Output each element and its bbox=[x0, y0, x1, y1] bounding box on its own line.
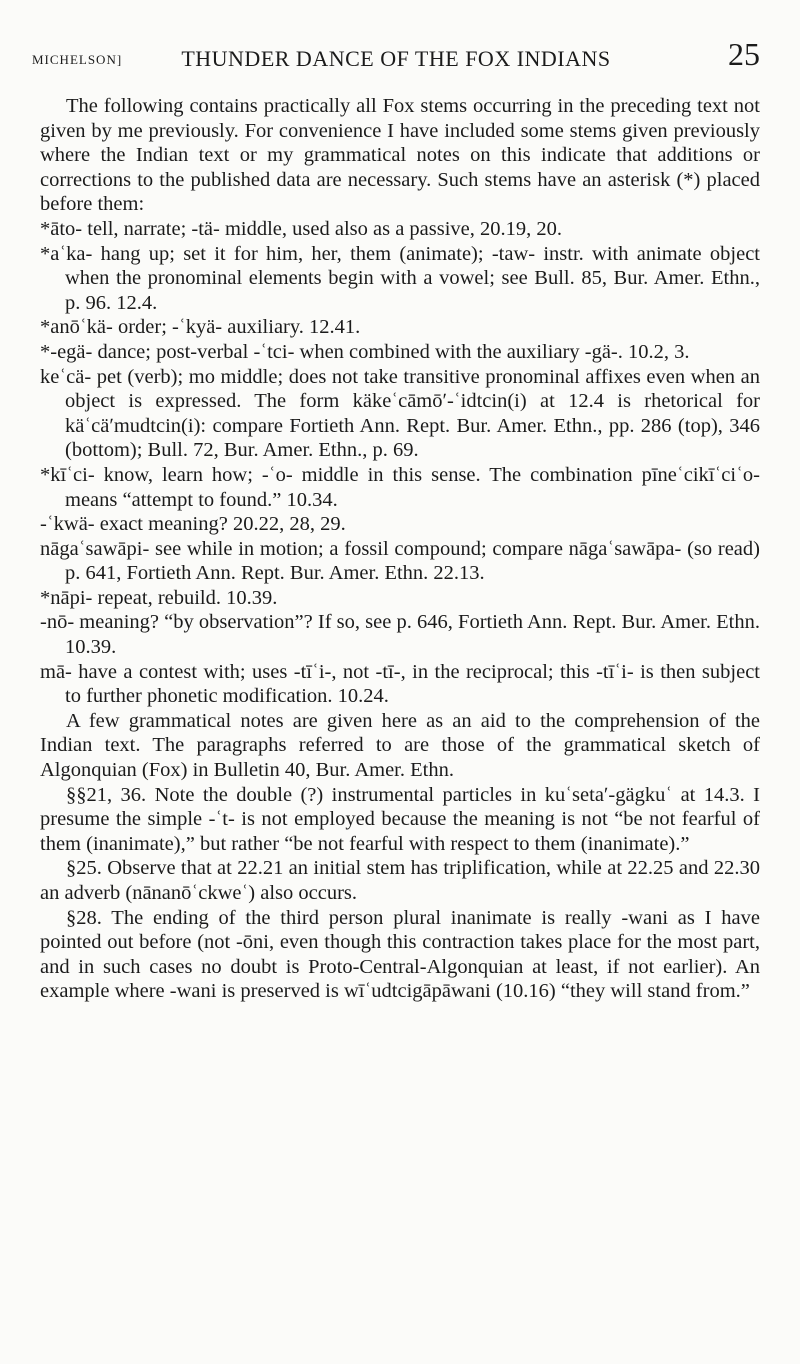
stem-entry: *āto- tell, narrate; -tä- middle, used also as a passive, 20.19, 20. bbox=[40, 217, 563, 240]
running-header bbox=[32, 36, 760, 82]
stem-entry: keʿcä- pet (verb); mo middle; does not take transitive pronominal affixes even when an object is expressed. The form käkeʿcāmōʹ-ʿidtcin(i) at 12.4 is rhetorical for käʿcäʹmudtcin(i): compare Fortieth Ann. Rept. Bur. Amer. Ethn., pp. 286 (top), 346 (bottom); Bull. 72, Bur. Amer. Ethn., p. 69. bbox=[40, 365, 760, 462]
intro-paragraph: The following contains practically all Fox stems occurring in the preceding text not given by me previously. For convenience I have included some stems given previously where the Indian text or my grammatical notes on this indicate that additions or corrections to the published data are necessary. Such stems have an asterisk (*) placed before them: bbox=[40, 95, 760, 216]
page-number: 25 bbox=[728, 36, 760, 72]
stem-entry: -nō- meaning? “by observation”? If so, see p. 646, Fortieth Ann. Rept. Bur. Amer. Ethn. 10.39. bbox=[40, 611, 760, 659]
grammatical-notes bbox=[40, 709, 760, 1004]
stem-entry: *kīʿci- know, learn how; -ʿo- middle in this sense. The combination pīneʿcikīʿciʿo- means “attempt to found.” 10.34. bbox=[40, 463, 760, 511]
running-title: THUNDER DANCE OF THE FOX INDIANS bbox=[181, 46, 611, 71]
stem-entry: mā- have a contest with; uses -tīʿi-, not -tī-, in the reciprocal; this -tīʿi- is then subject to further phonetic modification. 10.24. bbox=[40, 660, 760, 708]
notes-paragraph: §28. The ending of the third person plural inanimate is really -wani as I have pointed out before (not -ōni, even though this contraction takes place for the most part, and in such cases no doubt is Proto-Central-Algonquian at least, if not earlier). An example where -wani is preserved is wīʿudtcigāpāwani (10.16) “they will stand from.” bbox=[40, 906, 760, 1003]
stem-entry: *anōʿkä- order; -ʿkyä- auxiliary. 12.41. bbox=[40, 316, 361, 339]
stem-list bbox=[40, 217, 760, 709]
notes-paragraph: A few grammatical notes are given here as an aid to the comprehension of the Indian text. The paragraphs referred to are those of the grammatical sketch of Algonquian (Fox) in Bulletin 40, Bur. Amer. Ethn. bbox=[40, 709, 760, 782]
stem-entry: nāgaʿsawāpi- see while in motion; a fossil compound; compare nāgaʿsawāpa- (so read) p. 641, Fortieth Ann. Rept. Bur. Amer. Ethn. 22.13. bbox=[40, 537, 760, 585]
stem-entry: *aʿka- hang up; set it for him, her, them (animate); -taw- instr. with animate object when the pronominal elements begin with a vowel; see Bull. 85, Bur. Amer. Ethn., p. 96. 12.4. bbox=[40, 242, 760, 314]
notes-paragraph: §25. Observe that at 22.21 an initial stem has triplification, while at 22.25 and 22.30 an adverb (nānanōʿckweʿ) also occurs. bbox=[40, 857, 760, 904]
notes-paragraph: §§21, 36. Note the double (?) instrumental particles in kuʿsetaʹ-gägkuʿ at 14.3. I presume the simple -ʿt- is not employed because the meaning is not “be not fearful of them (inanimate),” but rather “be not fearful with respect to them (inanimate).” bbox=[40, 783, 760, 855]
running-author: MICHELSON] bbox=[32, 52, 123, 67]
stem-entry: *-egä- dance; post-verbal -ʿtci- when combined with the auxiliary -gä-. 10.2, 3. bbox=[40, 340, 690, 363]
stem-entry: -ʿkwä- exact meaning? 20.22, 28, 29. bbox=[40, 513, 346, 536]
body-text bbox=[40, 94, 760, 1004]
stem-entry: *nāpi- repeat, rebuild. 10.39. bbox=[40, 586, 278, 609]
